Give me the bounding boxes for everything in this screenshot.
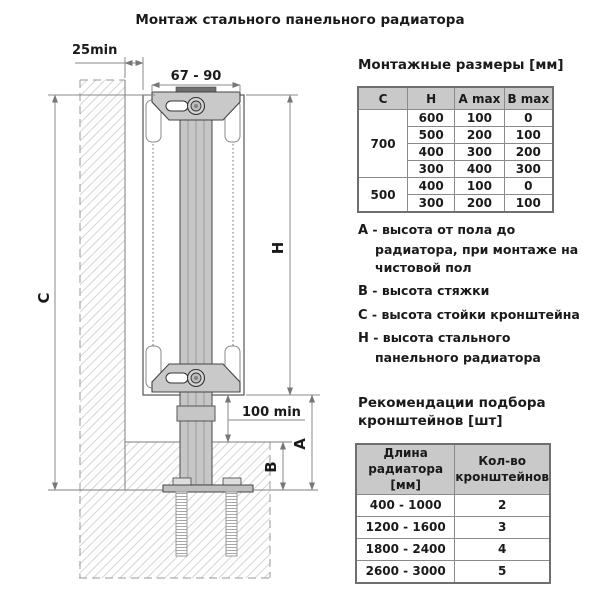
- cell: 100: [455, 110, 504, 127]
- legend-item-b: [358, 282, 590, 302]
- cell: 2: [455, 494, 550, 516]
- cell: 100: [504, 127, 553, 144]
- dim-67-90-label: 67 - 90: [170, 69, 222, 84]
- table-row: [356, 560, 550, 583]
- cell: 600: [408, 110, 455, 127]
- legend-text: - высота стойки кронштейна: [371, 306, 580, 322]
- cell: 200: [504, 144, 553, 161]
- table-header-row: [356, 444, 550, 494]
- table-row: [356, 494, 550, 516]
- legend-text: - высота от пола до радиатора, при монтаже на чистовой пол: [372, 222, 579, 276]
- dim-25min-label: 25min: [72, 43, 118, 58]
- dim-100min-label: 100 min: [242, 405, 301, 420]
- table-row: [356, 538, 550, 560]
- cell: 500: [408, 127, 455, 144]
- cell: 2600 - 3000: [356, 560, 455, 583]
- table-header-row: [358, 87, 553, 110]
- wall-section: [80, 80, 125, 490]
- floor-base-section: [79, 490, 270, 578]
- column-header-bmax: B max: [504, 87, 553, 110]
- column-header-length: Длина радиатора [мм]: [356, 444, 455, 494]
- cell: 400 - 1000: [356, 494, 455, 516]
- cell: 0: [504, 178, 553, 195]
- mount-dimensions-table: [357, 86, 554, 213]
- dim-b-label: B: [262, 461, 280, 473]
- dim-h-label: H: [269, 241, 287, 255]
- legend-key: A: [358, 223, 369, 238]
- brackets-table: [355, 443, 551, 584]
- cell-c-700: 700: [358, 110, 408, 178]
- cell: 300: [408, 161, 455, 178]
- dim-a-label: A: [291, 438, 309, 450]
- cell: 300: [504, 161, 553, 178]
- column-header-amax: A max: [455, 87, 504, 110]
- radiator-installation-diagram: [20, 30, 340, 590]
- cell: 4: [455, 538, 550, 560]
- legend-text: - высота стяжки: [372, 283, 490, 298]
- legend-item-a: [358, 221, 590, 278]
- cell: 100: [455, 178, 504, 195]
- table-row: [356, 516, 550, 538]
- bracket-stand-column: [177, 92, 215, 485]
- legend-item-h: [358, 329, 590, 367]
- cell-c-500: 500: [358, 178, 408, 213]
- cell: 300: [408, 195, 455, 213]
- dimension-legend: [358, 221, 590, 371]
- brackets-recommendation-title: Рекомендации подбора кронштейнов [шт]: [358, 395, 546, 430]
- dim-c-label: C: [35, 292, 53, 304]
- cell: 5: [455, 560, 550, 583]
- cell: 0: [504, 110, 553, 127]
- cell: 3: [455, 516, 550, 538]
- legend-text: - высота стального панельного радиатора: [373, 330, 541, 365]
- cell: 200: [455, 127, 504, 144]
- legend-key: H: [358, 331, 369, 346]
- table-row: [358, 110, 553, 127]
- cell: 400: [455, 161, 504, 178]
- cell: 100: [504, 195, 553, 213]
- cell: 200: [455, 195, 504, 213]
- legend-key: B: [358, 284, 368, 299]
- table-row: [358, 178, 553, 195]
- bottom-bracket: [152, 364, 240, 392]
- page-title: Монтаж стального панельного радиатора: [135, 12, 465, 28]
- column-header-quantity: Кол-во кронштейнов: [455, 444, 550, 494]
- top-bracket: [152, 87, 240, 120]
- column-header-c: C: [358, 87, 408, 110]
- cell: 300: [455, 144, 504, 161]
- column-header-h: H: [408, 87, 455, 110]
- cell: 400: [408, 178, 455, 195]
- mount-dimensions-title: Монтажные размеры [мм]: [358, 57, 564, 73]
- legend-key: C: [358, 307, 368, 323]
- legend-item-c: [358, 306, 590, 326]
- cell: 400: [408, 144, 455, 161]
- cell: 1200 - 1600: [356, 516, 455, 538]
- cell: 1800 - 2400: [356, 538, 455, 560]
